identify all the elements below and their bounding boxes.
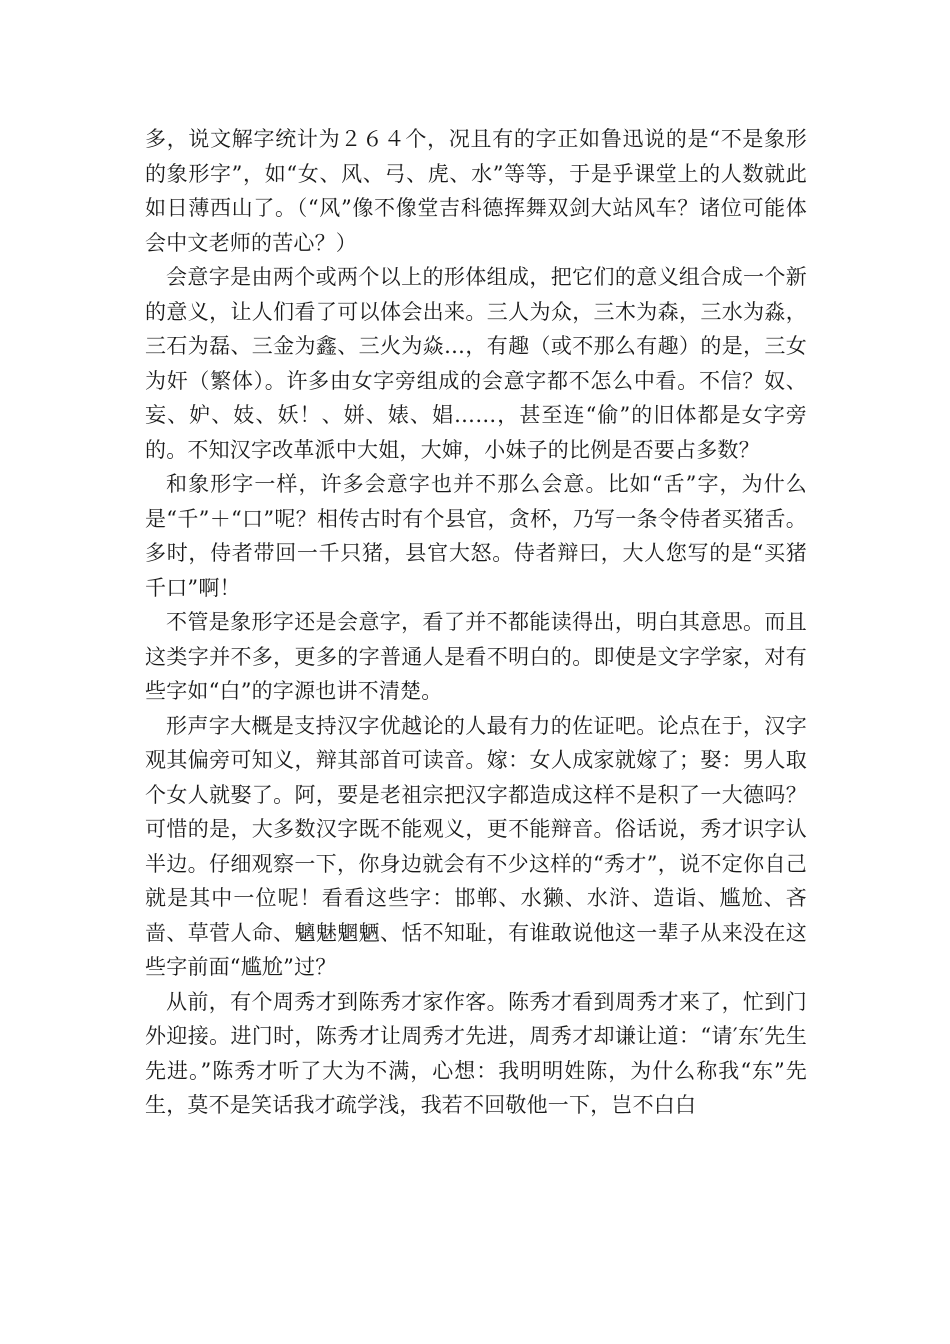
paragraph-xiangxing-intro: 多，说文解字统计为２６４个，况且有的字正如鲁迅说的是“不是象形的象形字”，如“女、风、弓、虎、水”等等，于是乎课堂上的人数就此如日薄西山了。（“风”像不像堂吉科德挥舞双剑大站风车？诸位可能体会中文老师的苦心？） [145, 127, 807, 255]
paragraph-xiangxing-huiyi-summary: 不管是象形字还是会意字，看了并不都能读得出，明白其意思。而且这类字并不多，更多的字普通人是看不明白的。即使是文字学家，对有些字如“白”的字源也讲不清楚。 [145, 610, 807, 703]
paragraph-xingsheng: 形声字大概是支持汉字优越论的人最有力的佐证吧。论点在于，汉字观其偏旁可知义，辩其部首可读音。嫁：女人成家就嫁了；娶：男人取个女人就娶了。阿，要是老祖宗把汉字都造成这样不是积了一大德吗？可惜的是，大多数汉字既不能观义，更不能辩音。俗话说，秀才识字认半边。仔细观察一下，你身边就会有不少这样的“秀才”，说不定你自己就是其中一位呢！看看这些字：邯郸、水獭、水浒、造诣、尴尬、吝啬、草菅人命、魑魅魍魉、恬不知耻，有谁敢说他这一辈子从来没在这些字前面“尴尬”过？ [145, 713, 807, 979]
document-body [145, 122, 807, 1123]
paragraph-she-character-story: 和象形字一样，许多会意字也并不那么会意。比如“舌”字，为什么是“千”＋“口”呢？相传古时有个县官，贪杯，乃写一条令侍者买猪舌。多时，侍者带回一千只猪，县官大怒。侍者辩曰，大人您写的是“买猪千口”啊！ [145, 472, 807, 600]
paragraph-zhou-chen-story: 从前，有个周秀才到陈秀才家作客。陈秀才看到周秀才来了，忙到门外迎接。进门时，陈秀才让周秀才先进，周秀才却谦让道：“请′东′先生先进。”陈秀才听了大为不满，心想：我明明姓陈，为什么称我“东”先生，莫不是笑话我才疏学浅，我若不回敬他一下，岂不白白 [145, 989, 807, 1117]
paragraph-huiyi-definition: 会意字是由两个或两个以上的形体组成，把它们的意义组合成一个新的意义，让人们看了可以体会出来。三人为众，三木为森，三水为淼，三石为磊、三金为鑫、三火为焱…，有趣（或不那么有趣）的是，三女为奸（繁体）。许多由女字旁组成的会意字都不怎么中看。不信？奴、妄、妒、妓、妖！、姘、婊、娼……，甚至连“偷”的旧体都是女字旁的。不知汉字改革派中大姐，大婶，小妹子的比例是否要占多数？ [145, 265, 807, 462]
